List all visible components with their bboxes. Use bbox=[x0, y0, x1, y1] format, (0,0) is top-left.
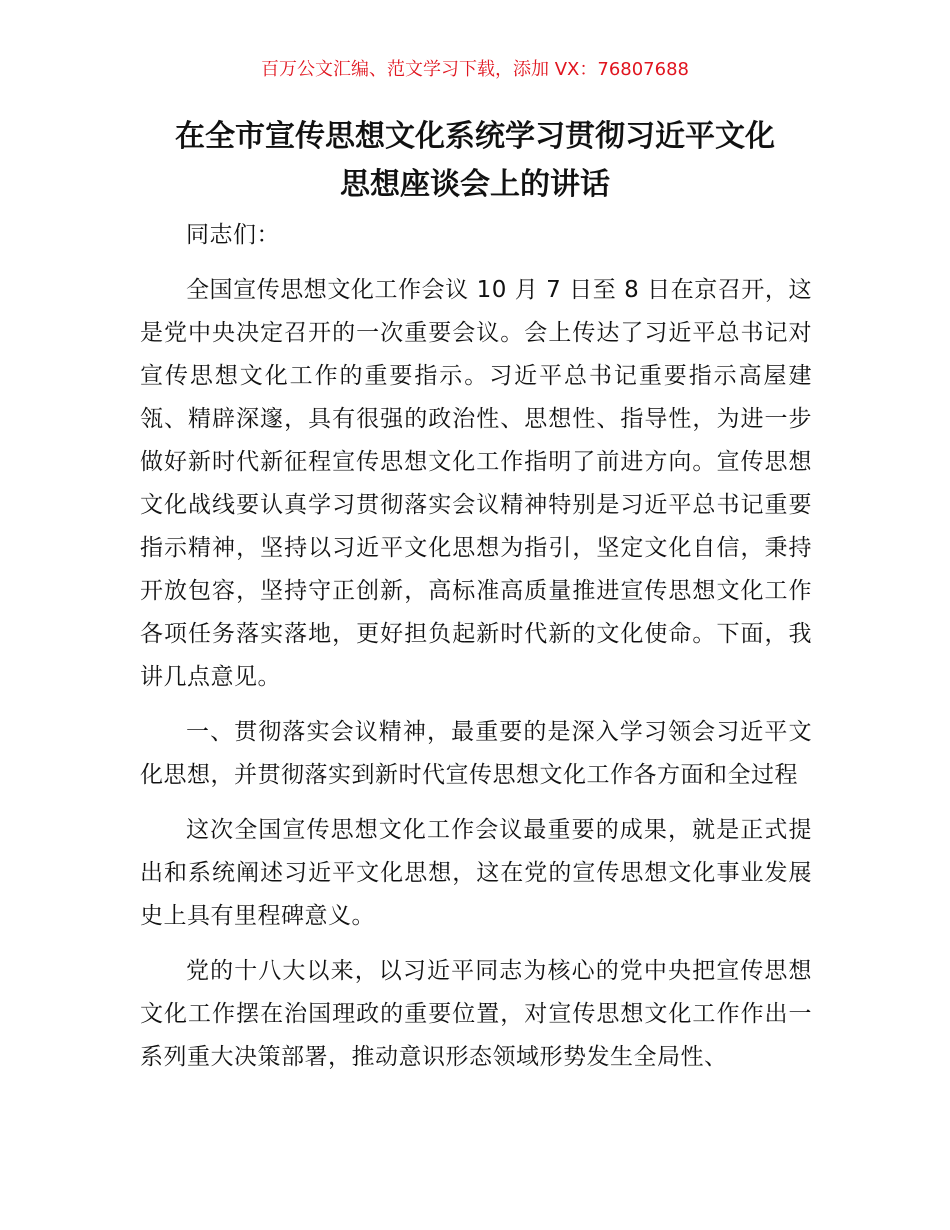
section-heading-1: 一、贯彻落实会议精神，最重要的是深入学习领会习近平文化思想，并贯彻落实到新时代宣传思想文化工作各方面和全过程 bbox=[140, 719, 812, 788]
paragraph: 这次全国宣传思想文化工作会议最重要的成果，就是正式提出和系统阐述习近平文化思想，这在党的宣传思想文化事业发展史上具有里程碑意义。 bbox=[140, 817, 812, 929]
salutation: 同志们： bbox=[186, 222, 280, 248]
paragraph-intro: 全国宣传思想文化工作会议 10 月 7 日至 8 日在京召开，这是党中央决定召开的一次重要会议。会上传达了习近平总书记对宣传思想文化工作的重要指示。习近平总书记重要指示高屋建瓴、精辟深邃，具有很强的政治性、思想性、指导性，为进一步做好新时代新征程宣传思想文化工作指明了前进方向。宣传思想文化战线要认真学习贯彻落实会议精神特别是习近平总书记重要指示精神，坚持以习近平文化思想为指引，坚定文化自信，秉持开放包容，坚持守正创新，高标准高质量推进宣传思想文化工作各项任务落实落地，更好担负起新时代新的文化使命。下面，我讲几点意见。 bbox=[140, 277, 812, 690]
title-line-1: 在全市宣传思想文化系统学习贯彻习近平文化 bbox=[175, 119, 775, 154]
document-title bbox=[120, 113, 830, 209]
watermark-header: 百万公文汇编、范文学习下载，添加 VX：76807688 bbox=[261, 59, 689, 80]
paragraph: 党的十八大以来，以习近平同志为核心的党中央把宣传思想文化工作摆在治国理政的重要位置，对宣传思想文化工作作出一系列重大决策部署，推动意识形态领域形势发生全局性、 bbox=[140, 958, 812, 1070]
document-body bbox=[140, 214, 812, 1091]
title-line-2: 思想座谈会上的讲话 bbox=[340, 167, 610, 202]
